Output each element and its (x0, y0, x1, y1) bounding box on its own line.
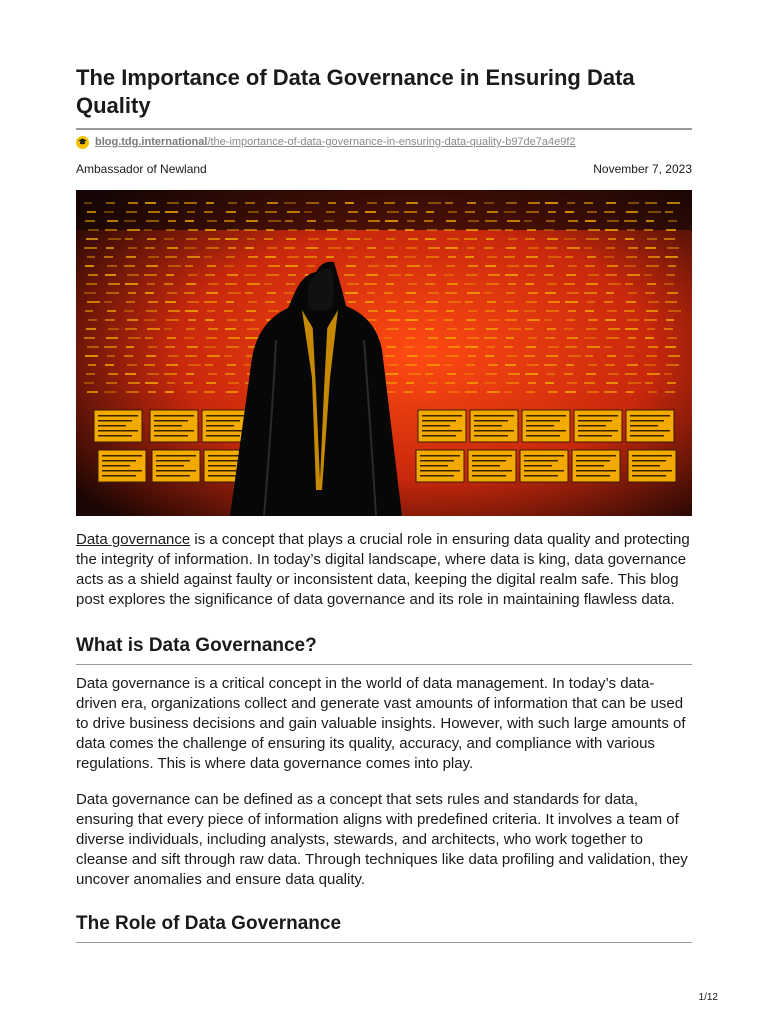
source-line (76, 134, 692, 150)
body-paragraph: Data governance can be defined as a concept that sets rules and standards for data, ensuring that every piece of information aligns with predefined criteria. It involves a team of diverse individuals, including analysts, stewards, and architects, who work together to cleanse and sift through raw data. Through techniques like data profiling and validation, they uncover anomalies and ensure data quality. (76, 791, 688, 888)
author: Ambassador of Newland (76, 162, 207, 176)
page-title: The Importance of Data Governance in Ensuring Data Quality (76, 65, 635, 118)
source-path: /the-importance-of-data-governance-in-ensuring-data-quality-b97de7a4e9f2 (207, 136, 576, 148)
heading-divider (76, 942, 692, 943)
section-role (76, 912, 692, 943)
section-what-is (76, 634, 692, 890)
article (76, 64, 692, 943)
hero-image (76, 190, 692, 516)
title-divider (76, 128, 692, 130)
intro-text: is a concept that plays a crucial role in ensuring data quality and protecting the integrity of information. In today’s digital landscape, where data is king, data governance acts as a shield against faulty or inconsistent data, keeping the digital realm safe. This blog post explores the significance of data governance and its role in maintaining flawless data. (76, 531, 690, 608)
source-link[interactable] (95, 136, 576, 148)
page-number: 1/12 (698, 992, 718, 1003)
source-domain: blog.tdg.international (95, 136, 208, 148)
data-governance-link[interactable]: Data governance (76, 531, 191, 548)
intro-paragraph (76, 530, 692, 610)
article-meta (76, 162, 692, 176)
publish-date: November 7, 2023 (593, 162, 692, 176)
heading-divider (76, 664, 692, 665)
graduation-cap-icon (76, 136, 89, 149)
section-heading: The Role of Data Governance (76, 913, 342, 934)
body-paragraph: Data governance is a critical concept in the world of data management. In today’s data-driven era, organizations collect and generate vast amounts of information that can be used to drive business decisions and gain valuable insights. However, with such large amounts of data comes the challenge of ensuring its quality, accuracy, and compliance with various regulations. This is where data governance comes into play. (76, 675, 686, 772)
section-heading: What is Data Governance? (76, 635, 317, 656)
